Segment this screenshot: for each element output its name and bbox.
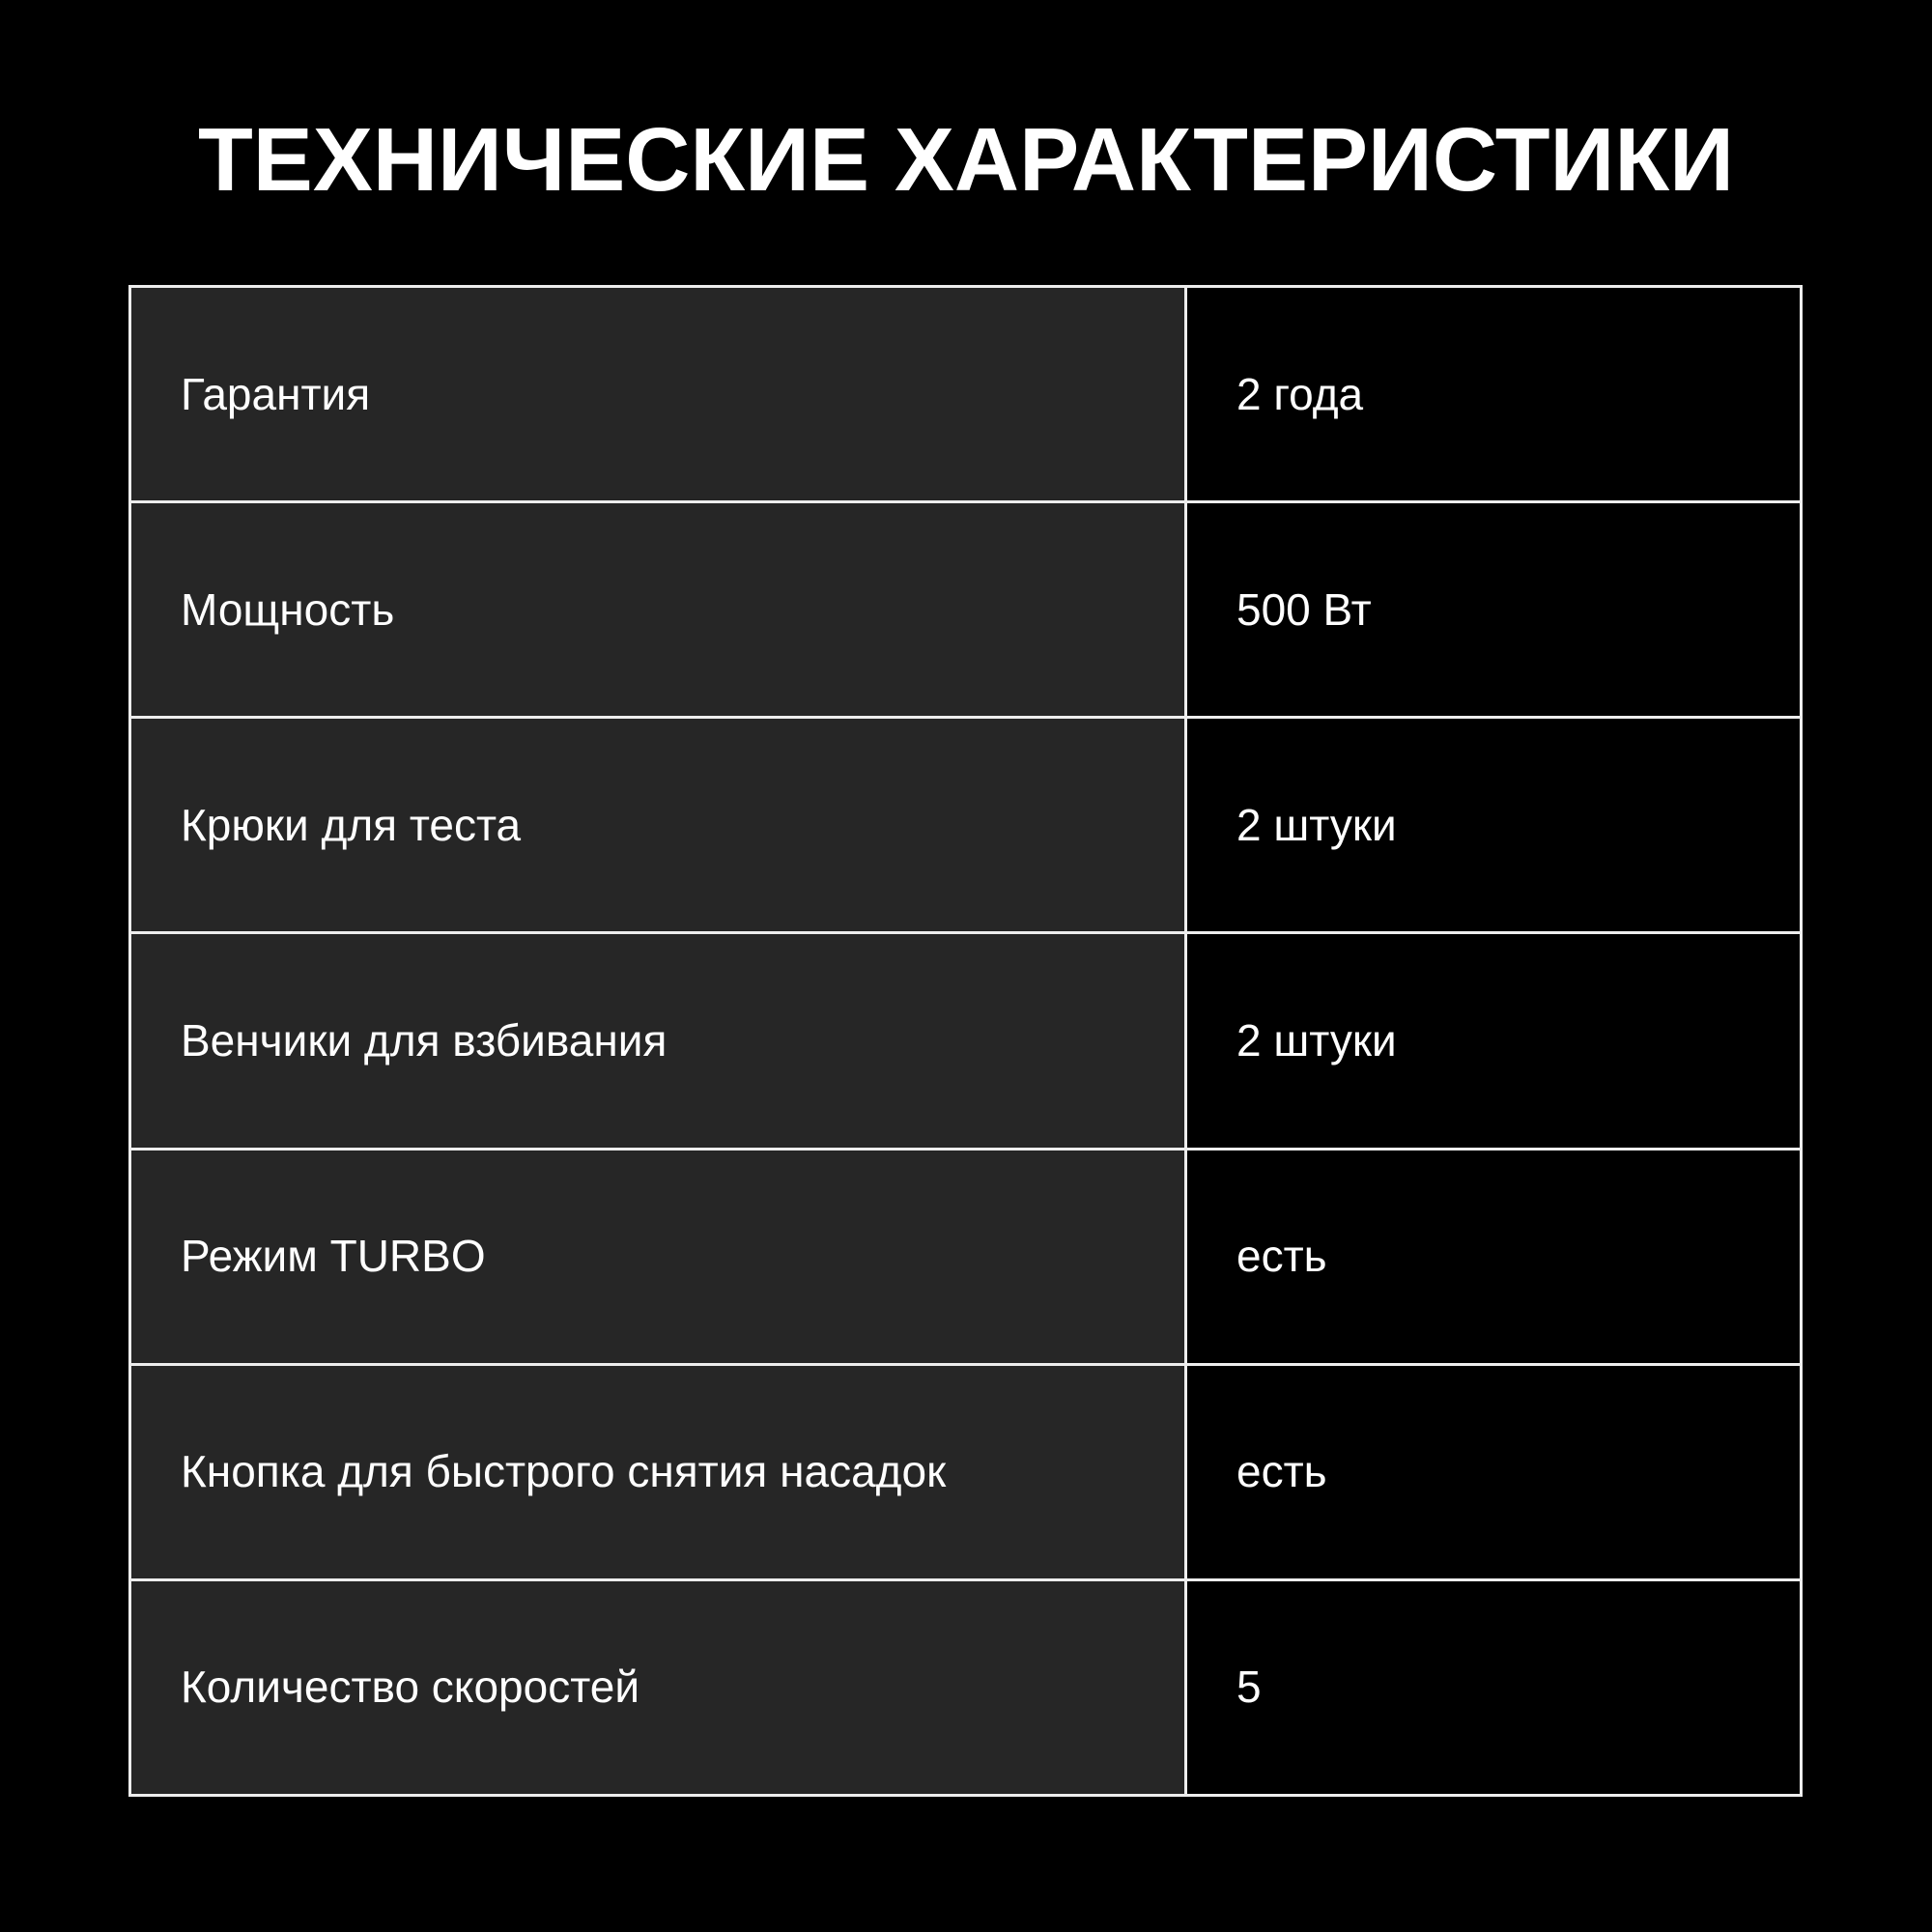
spec-value: 2 штуки	[1236, 799, 1397, 850]
table-row	[131, 503, 1800, 719]
spec-value: 2 года	[1236, 368, 1364, 419]
spec-value: есть	[1236, 1231, 1327, 1282]
spec-value: 2 штуки	[1236, 1015, 1397, 1066]
spec-label: Венчики для взбивания	[181, 1015, 668, 1066]
spec-label: Количество скоростей	[181, 1662, 640, 1713]
spec-label: Режим TURBO	[181, 1231, 486, 1282]
table-row	[131, 934, 1800, 1150]
spec-value-cell	[1187, 1366, 1800, 1578]
spec-value-cell	[1187, 503, 1800, 716]
spec-label-cell	[131, 719, 1187, 931]
spec-value-cell	[1187, 1581, 1800, 1794]
table-row	[131, 1581, 1800, 1794]
spec-value: 5	[1236, 1662, 1262, 1713]
spec-label-cell	[131, 503, 1187, 716]
spec-label: Гарантия	[181, 368, 371, 419]
spec-value: 500 Вт	[1236, 583, 1372, 635]
spec-label-cell	[131, 934, 1187, 1147]
spec-table	[128, 285, 1803, 1797]
page-title: ТЕХНИЧЕСКИЕ ХАРАКТЕРИСТИКИ	[198, 109, 1734, 210]
table-row	[131, 1366, 1800, 1581]
spec-label-cell	[131, 288, 1187, 500]
spec-label: Мощность	[181, 583, 395, 635]
table-row	[131, 288, 1800, 503]
spec-value-cell	[1187, 1151, 1800, 1363]
spec-value-cell	[1187, 288, 1800, 500]
spec-label: Крюки для теста	[181, 799, 522, 850]
spec-value: есть	[1236, 1446, 1327, 1497]
spec-label-cell	[131, 1151, 1187, 1363]
table-row	[131, 1151, 1800, 1366]
spec-value-cell	[1187, 934, 1800, 1147]
spec-value-cell	[1187, 719, 1800, 931]
table-row	[131, 719, 1800, 934]
spec-label-cell	[131, 1366, 1187, 1578]
spec-label: Кнопка для быстрого снятия насадок	[181, 1446, 947, 1497]
spec-label-cell	[131, 1581, 1187, 1794]
